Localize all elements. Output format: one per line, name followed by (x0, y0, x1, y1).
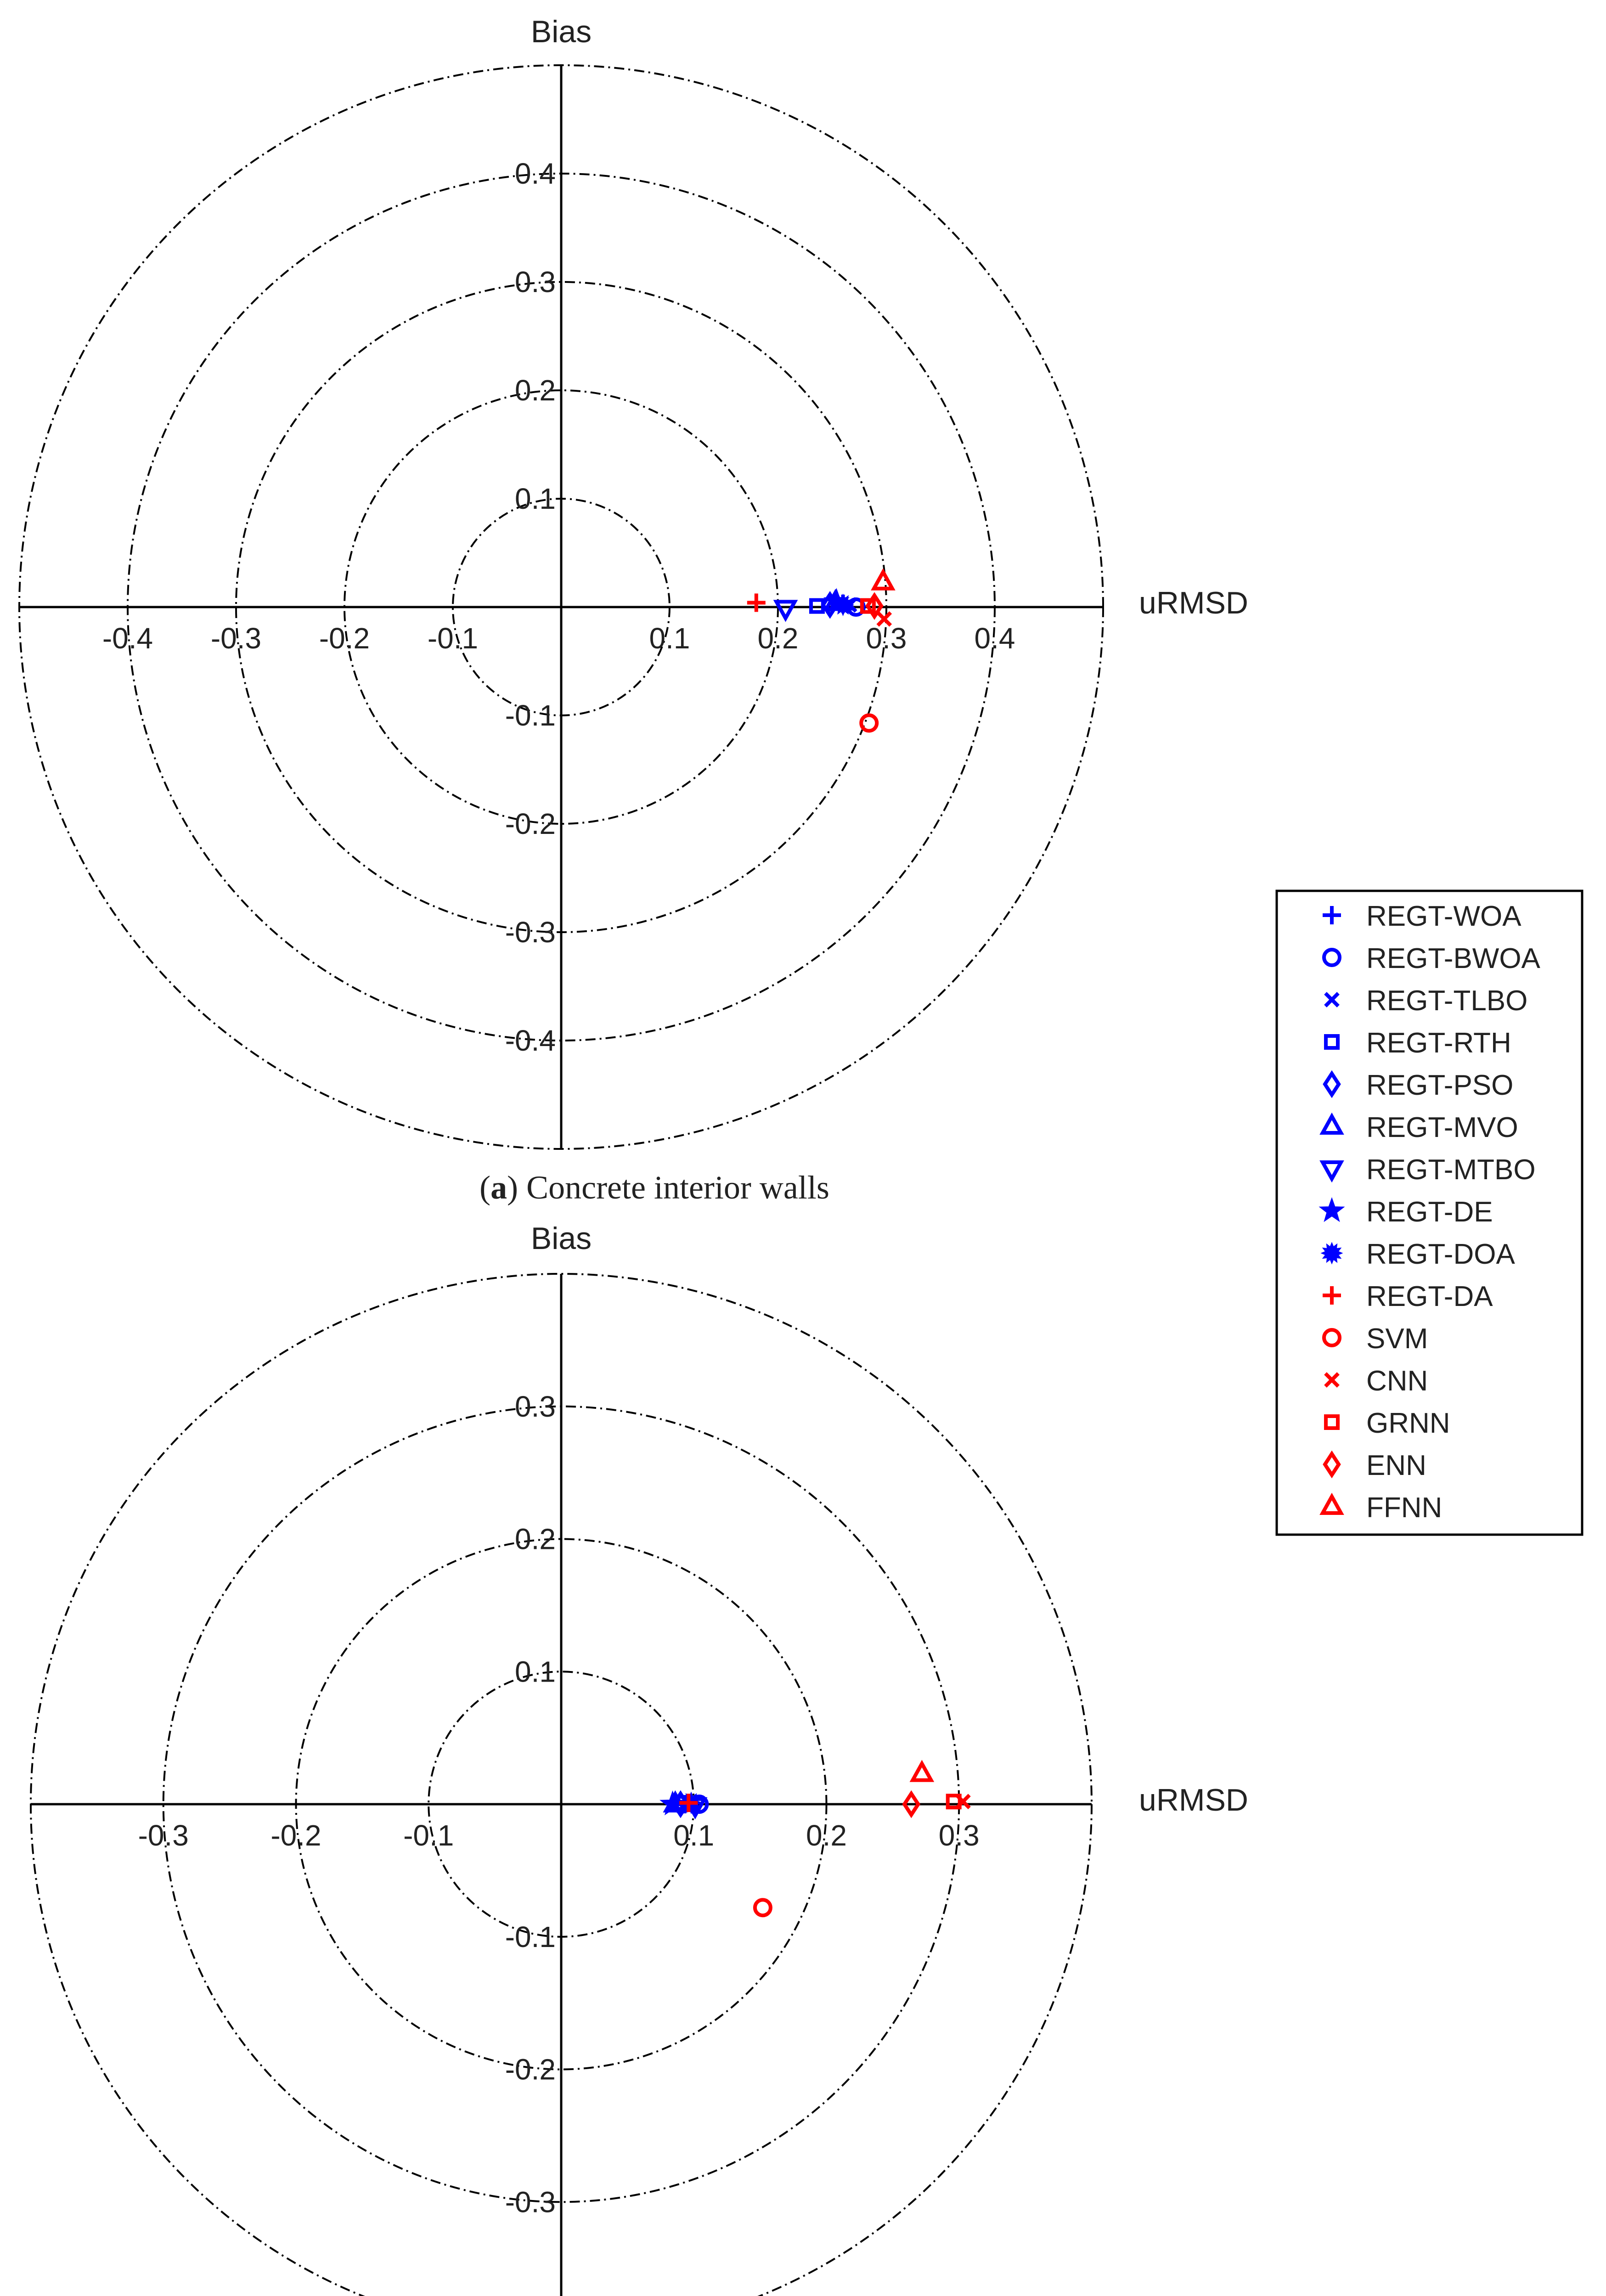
legend-label-regt-doa: REGT-DOA (1366, 1238, 1515, 1270)
panel-b-y-axis-title: Bias (530, 1221, 592, 1256)
panel-b-y-tick-0-1: 0.1 (515, 1655, 556, 1688)
panel-b-x-tick-0-3: 0.3 (938, 1819, 980, 1852)
panel-a-y-tick-0-2: -0.2 (505, 807, 556, 840)
legend-label-svm: SVM (1366, 1323, 1428, 1355)
panel-b-y-tick-0-3: 0.3 (515, 1390, 556, 1423)
panel-b-y-tick-0-3: -0.3 (505, 2185, 556, 2219)
legend-label-regt-mtbo: REGT-MTBO (1366, 1154, 1536, 1186)
panel-a-x-tick-0-3: -0.3 (210, 622, 262, 655)
panel-b-y-tick-0-2: 0.2 (515, 1522, 556, 1556)
legend-label-regt-mvo: REGT-MVO (1366, 1112, 1518, 1143)
legend-label-ffnn: FFNN (1366, 1492, 1443, 1524)
legend-label-regt-bwoa: REGT-BWOA (1366, 943, 1540, 974)
panel-a-x-axis-title: uRMSD (1139, 585, 1249, 620)
panel-a-y-tick-0-2: 0.2 (515, 374, 556, 407)
legend-label-regt-woa: REGT-WOA (1366, 900, 1521, 932)
panel-b-y-tick-0-2: -0.2 (505, 2053, 556, 2086)
panel-a-caption-text: Concrete interior walls (526, 1169, 829, 1206)
legend (1277, 891, 1582, 1535)
panel-a-x-tick-0-2: -0.2 (319, 622, 370, 655)
legend-label-regt-pso: REGT-PSO (1366, 1069, 1514, 1101)
legend-label-regt-rth: REGT-RTH (1366, 1027, 1511, 1059)
panel-a-x-tick-0-4: -0.4 (102, 622, 153, 655)
panel-a-y-tick-0-3: -0.3 (505, 916, 556, 949)
legend-label-regt-tlbo: REGT-TLBO (1366, 985, 1528, 1017)
panel-a-y-tick-0-4: -0.4 (505, 1024, 556, 1057)
panel-a-x-tick-0-2: 0.2 (757, 622, 799, 655)
panel-a-x-tick-0-1: -0.1 (427, 622, 479, 655)
legend-label-cnn: CNN (1366, 1365, 1428, 1397)
panel-a-x-tick-0-1: 0.1 (649, 622, 690, 655)
panel-a-y-tick-0-3: 0.3 (515, 265, 556, 298)
panel-b-x-tick-0-1: 0.1 (673, 1819, 715, 1852)
panel-b-x-tick-0-3: -0.3 (138, 1819, 189, 1852)
legend-label-enn: ENN (1366, 1450, 1426, 1481)
panel-a-caption-label: a (490, 1169, 507, 1206)
panel-b-x-axis-title: uRMSD (1139, 1783, 1249, 1818)
panel-a-y-tick-0-1: -0.1 (505, 699, 556, 732)
panel-b-x-tick-0-2: 0.2 (806, 1819, 847, 1852)
panel-a-x-tick-0-4: 0.4 (974, 622, 1015, 655)
panel-a-caption: (a) Concrete interior walls (479, 1169, 829, 1206)
panel-a-y-tick-0-1: 0.1 (515, 482, 556, 515)
legend-label-regt-de: REGT-DE (1366, 1196, 1493, 1228)
legend-label-regt-da: REGT-DA (1366, 1281, 1493, 1312)
legend-label-grnn: GRNN (1366, 1407, 1450, 1439)
panel-a-y-axis-title: Bias (530, 14, 592, 49)
panel-a-y-tick-0-4: 0.4 (515, 157, 556, 190)
panel-b-y-tick-0-1: -0.1 (505, 1920, 556, 1953)
panel-b-x-tick-0-1: -0.1 (403, 1819, 454, 1852)
panel-a-x-tick-0-3: 0.3 (866, 622, 907, 655)
panel-b-x-tick-0-2: -0.2 (270, 1819, 321, 1852)
